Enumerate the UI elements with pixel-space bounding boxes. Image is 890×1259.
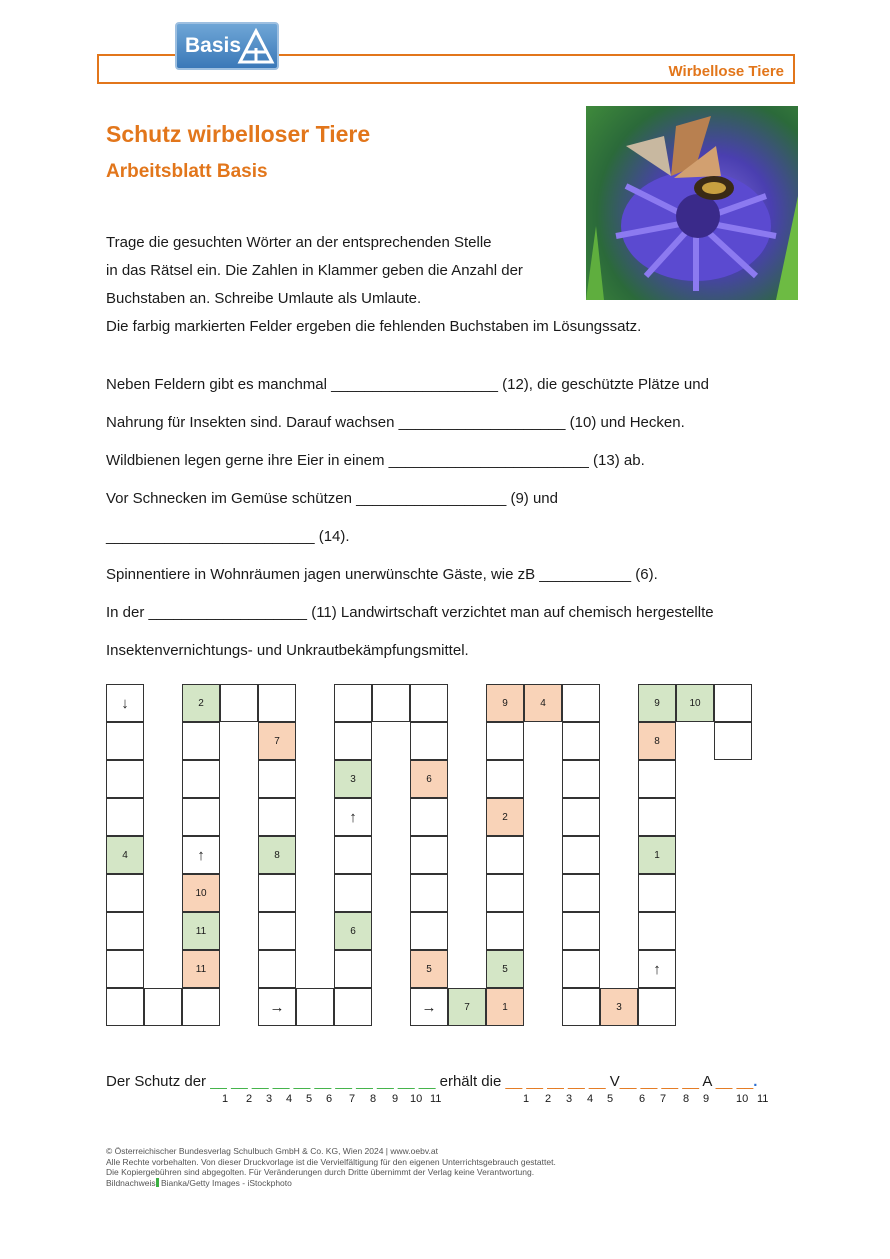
cell-number: 1 xyxy=(502,1001,508,1013)
crossword-cell[interactable] xyxy=(106,836,144,874)
solution-letter-v: V xyxy=(609,1073,620,1090)
cell-number: 6 xyxy=(350,925,356,937)
crossword-cell[interactable] xyxy=(334,874,372,912)
crossword-cell[interactable] xyxy=(106,798,144,836)
crossword-arrow-cell[interactable] xyxy=(106,684,144,722)
direction-arrow-icon: ↑ xyxy=(197,846,205,864)
page-title: Schutz wirbelloser Tiere xyxy=(106,121,371,147)
crossword-cell[interactable] xyxy=(106,912,144,950)
crossword-arrow-cell[interactable] xyxy=(410,988,448,1026)
crossword-cell[interactable] xyxy=(562,722,600,760)
question-line-6: Spinnentiere in Wohnräumen jagen unerwünschte Gäste, wie zB ___________ (6). xyxy=(106,566,658,583)
cell-number: 10 xyxy=(689,697,701,709)
crossword-arrow-cell[interactable] xyxy=(334,798,372,836)
section-title: Wirbellose Tiere xyxy=(668,63,784,80)
question-line-8: Insektenvernichtungs- und Unkrautbekämpfungsmittel. xyxy=(106,642,469,659)
question-line-2: Nahrung für Insekten sind. Darauf wachsen ____________________ (10) und Hecken. xyxy=(106,414,685,431)
crossword-cell[interactable] xyxy=(486,684,524,722)
crossword-cell[interactable] xyxy=(410,722,448,760)
crossword-cell[interactable] xyxy=(486,722,524,760)
solution-letter-a: A xyxy=(702,1073,712,1090)
crossword-cell[interactable] xyxy=(334,684,372,722)
solution-number-right: 4 xyxy=(587,1093,594,1105)
crossword-cell[interactable] xyxy=(486,912,524,950)
crossword-cell[interactable] xyxy=(524,684,562,722)
crossword-cell[interactable] xyxy=(106,950,144,988)
crossword-cell[interactable] xyxy=(334,912,372,950)
intro-line-2: in das Rätsel ein. Die Zahlen in Klammer geben die Anzahl der xyxy=(106,262,523,279)
cell-number: 4 xyxy=(540,697,546,709)
basis-logo xyxy=(175,22,279,70)
crossword-cell[interactable] xyxy=(562,988,600,1026)
crossword-cell[interactable] xyxy=(258,722,296,760)
crossword-cell[interactable] xyxy=(562,684,600,722)
cell-number: 6 xyxy=(426,773,432,785)
crossword-cell[interactable] xyxy=(106,722,144,760)
direction-arrow-icon: ↓ xyxy=(121,694,129,712)
solution-number-right: 6 xyxy=(639,1093,646,1105)
crossword-cell[interactable] xyxy=(676,684,714,722)
question-line-7: In der ___________________ (11) Landwirtschaft verzichtet man auf chemisch hergestellte xyxy=(106,604,714,621)
cell-number: 7 xyxy=(274,735,280,747)
question-line-3: Wildbienen legen gerne ihre Eier in einem ________________________ (13) ab. xyxy=(106,452,645,469)
cell-number: 11 xyxy=(195,963,207,975)
solution-number-left: 10 xyxy=(410,1093,423,1105)
crossword-cell[interactable] xyxy=(410,836,448,874)
crossword-cell[interactable] xyxy=(334,760,372,798)
crossword-cell[interactable] xyxy=(410,874,448,912)
crossword-cell[interactable] xyxy=(638,684,676,722)
cell-number: 3 xyxy=(350,773,356,785)
crossword-cell[interactable] xyxy=(258,874,296,912)
solution-number-right: 2 xyxy=(545,1093,552,1105)
crossword-cell[interactable] xyxy=(334,722,372,760)
solution-sentence xyxy=(106,1073,757,1090)
crossword-cell[interactable] xyxy=(714,722,752,760)
crossword-cell[interactable] xyxy=(638,760,676,798)
crossword-cell[interactable] xyxy=(486,874,524,912)
solution-number-left: 9 xyxy=(392,1093,399,1105)
crossword-cell[interactable] xyxy=(334,988,372,1026)
cell-number: 8 xyxy=(274,849,280,861)
cell-number: 9 xyxy=(502,697,508,709)
crossword-cell[interactable] xyxy=(182,874,220,912)
solution-number-right: 7 xyxy=(660,1093,667,1105)
crossword-cell[interactable] xyxy=(638,912,676,950)
solution-number-right: 1 xyxy=(523,1093,530,1105)
cell-number: 5 xyxy=(502,963,508,975)
solution-number-left: 7 xyxy=(349,1093,356,1105)
solution-number-right: 9 xyxy=(703,1093,710,1105)
solution-number-left: 6 xyxy=(326,1093,333,1105)
solution-number-left: 3 xyxy=(266,1093,273,1105)
solution-blanks-orange-2[interactable]: __ __ __ __ xyxy=(619,1073,703,1090)
crossword-cell[interactable] xyxy=(296,988,334,1026)
crossword-cell[interactable] xyxy=(182,912,220,950)
crossword-cell[interactable] xyxy=(372,684,410,722)
crossword-cell[interactable] xyxy=(410,798,448,836)
question-line-5: _________________________ (14). xyxy=(106,528,350,545)
solution-number-left: 8 xyxy=(370,1093,377,1105)
page-subtitle: Arbeitsblatt Basis xyxy=(106,161,268,182)
crossword-cell[interactable] xyxy=(486,836,524,874)
direction-arrow-icon: → xyxy=(421,998,437,1016)
solution-number-right: 3 xyxy=(566,1093,573,1105)
solution-period: . xyxy=(753,1073,758,1090)
footer-line-1: © Österreichischer Bundesverlag Schulbuch GmbH & Co. KG, Wien 2024 | www.oebv.at xyxy=(106,1146,438,1156)
cell-number: 9 xyxy=(654,697,660,709)
cell-number: 3 xyxy=(616,1001,622,1013)
crossword-cell[interactable] xyxy=(486,760,524,798)
crossword-cell[interactable] xyxy=(144,988,182,1026)
crossword-cell[interactable] xyxy=(182,988,220,1026)
cell-number: 2 xyxy=(502,811,508,823)
cell-number: 5 xyxy=(426,963,432,975)
butterfly-bee-flower-photo xyxy=(586,106,798,300)
cell-number: 1 xyxy=(654,849,660,861)
crossword-cell[interactable] xyxy=(562,760,600,798)
crossword-cell[interactable] xyxy=(410,912,448,950)
cell-number: 4 xyxy=(122,849,128,861)
crossword-cell[interactable] xyxy=(638,722,676,760)
crossword-cell[interactable] xyxy=(258,950,296,988)
solution-blanks-green[interactable]: __ __ __ __ __ __ __ __ __ __ __ xyxy=(210,1073,436,1090)
intro-line-3: Buchstaben an. Schreibe Umlaute als Umlaute. xyxy=(106,290,422,307)
crossword-cell[interactable] xyxy=(486,950,524,988)
crossword-cell[interactable] xyxy=(638,836,676,874)
direction-arrow-icon: ↑ xyxy=(349,808,357,826)
crossword-cell[interactable] xyxy=(182,760,220,798)
logo-text: Basis xyxy=(185,34,242,57)
solution-number-right: 11 xyxy=(757,1093,769,1105)
solution-number-left: 1 xyxy=(222,1093,229,1105)
crossword-cell[interactable] xyxy=(562,874,600,912)
crossword-cell[interactable] xyxy=(562,798,600,836)
crossword-cell[interactable] xyxy=(714,684,752,722)
cell-number: 7 xyxy=(464,1001,470,1013)
footer-credit xyxy=(106,1178,556,1189)
crossword-cell[interactable] xyxy=(182,722,220,760)
crossword-cell[interactable] xyxy=(486,988,524,1026)
crossword-cell[interactable] xyxy=(562,950,600,988)
footer-line-3: Die Kopiergebühren sind abgegolten. Für Veränderungen durch Dritte übernimmt der Verlag keine Verantwortung. xyxy=(106,1167,535,1177)
crossword-cell[interactable] xyxy=(106,874,144,912)
crossword-cell[interactable] xyxy=(258,798,296,836)
crossword-cell[interactable] xyxy=(638,874,676,912)
crossword-cell[interactable] xyxy=(258,760,296,798)
crossword-cell[interactable] xyxy=(106,988,144,1026)
crossword-cell[interactable] xyxy=(562,912,600,950)
credit-text: Bianka/Getty Images - iStockphoto xyxy=(158,1177,292,1188)
triangle-logo-icon xyxy=(237,28,275,66)
crossword-cell[interactable] xyxy=(410,950,448,988)
crossword-cell[interactable] xyxy=(410,760,448,798)
credit-label: Bildnachweis xyxy=(106,1177,156,1188)
cell-number: 10 xyxy=(195,887,207,899)
solution-number-right: 10 xyxy=(736,1093,749,1105)
solution-number-right: 5 xyxy=(607,1093,614,1105)
cell-number: 8 xyxy=(654,735,660,747)
solution-blanks-orange-1[interactable]: __ __ __ __ __ xyxy=(505,1073,610,1090)
solution-middle: erhält die xyxy=(435,1073,506,1090)
crossword-cell[interactable] xyxy=(334,836,372,874)
crossword-cell[interactable] xyxy=(448,988,486,1026)
crossword-cell[interactable] xyxy=(600,988,638,1026)
cell-number: 2 xyxy=(198,697,204,709)
crossword-arrow-cell[interactable] xyxy=(182,836,220,874)
crossword-cell[interactable] xyxy=(106,760,144,798)
crossword-cell[interactable] xyxy=(638,798,676,836)
solution-number-right: 8 xyxy=(683,1093,690,1105)
question-line-1: Neben Feldern gibt es manchmal ____________________ (12), die geschützte Plätze und xyxy=(106,376,709,393)
crossword-cell[interactable] xyxy=(334,950,372,988)
crossword-cell[interactable] xyxy=(182,798,220,836)
crossword-cell[interactable] xyxy=(258,836,296,874)
cell-number: 11 xyxy=(195,925,207,937)
solution-number-left: 4 xyxy=(286,1093,293,1105)
footer-line-2: Alle Rechte vorbehalten. Von dieser Druckvorlage ist die Vervielfältigung für den eigenen Unterrichtsgebrauch gestattet. xyxy=(106,1156,556,1167)
crossword-arrow-cell[interactable] xyxy=(258,988,296,1026)
direction-arrow-icon: ↑ xyxy=(653,960,661,978)
crossword-cell[interactable] xyxy=(638,988,676,1026)
crossword-cell[interactable] xyxy=(220,684,258,722)
intro-line-1: Trage die gesuchten Wörter an der entsprechenden Stelle xyxy=(106,234,492,251)
intro-line-4: Die farbig markierten Felder ergeben die fehlenden Buchstaben im Lösungssatz. xyxy=(106,318,642,335)
solution-number-left: 2 xyxy=(246,1093,253,1105)
footer xyxy=(106,1146,556,1188)
solution-number-left: 5 xyxy=(306,1093,313,1105)
crossword-cell[interactable] xyxy=(258,912,296,950)
solution-prefix: Der Schutz der xyxy=(106,1073,211,1090)
crossword-cell[interactable] xyxy=(562,836,600,874)
solution-number-left: 11 xyxy=(430,1093,442,1105)
crossword-cell[interactable] xyxy=(410,684,448,722)
crossword-arrow-cell[interactable] xyxy=(638,950,676,988)
question-line-4: Vor Schnecken im Gemüse schützen __________________ (9) und xyxy=(106,490,558,507)
crossword-cell[interactable] xyxy=(182,684,220,722)
solution-blanks-orange-3[interactable]: __ __ xyxy=(711,1073,754,1090)
crossword-cell[interactable] xyxy=(182,950,220,988)
crossword-cell[interactable] xyxy=(258,684,296,722)
direction-arrow-icon: → xyxy=(269,998,285,1016)
crossword-cell[interactable] xyxy=(486,798,524,836)
